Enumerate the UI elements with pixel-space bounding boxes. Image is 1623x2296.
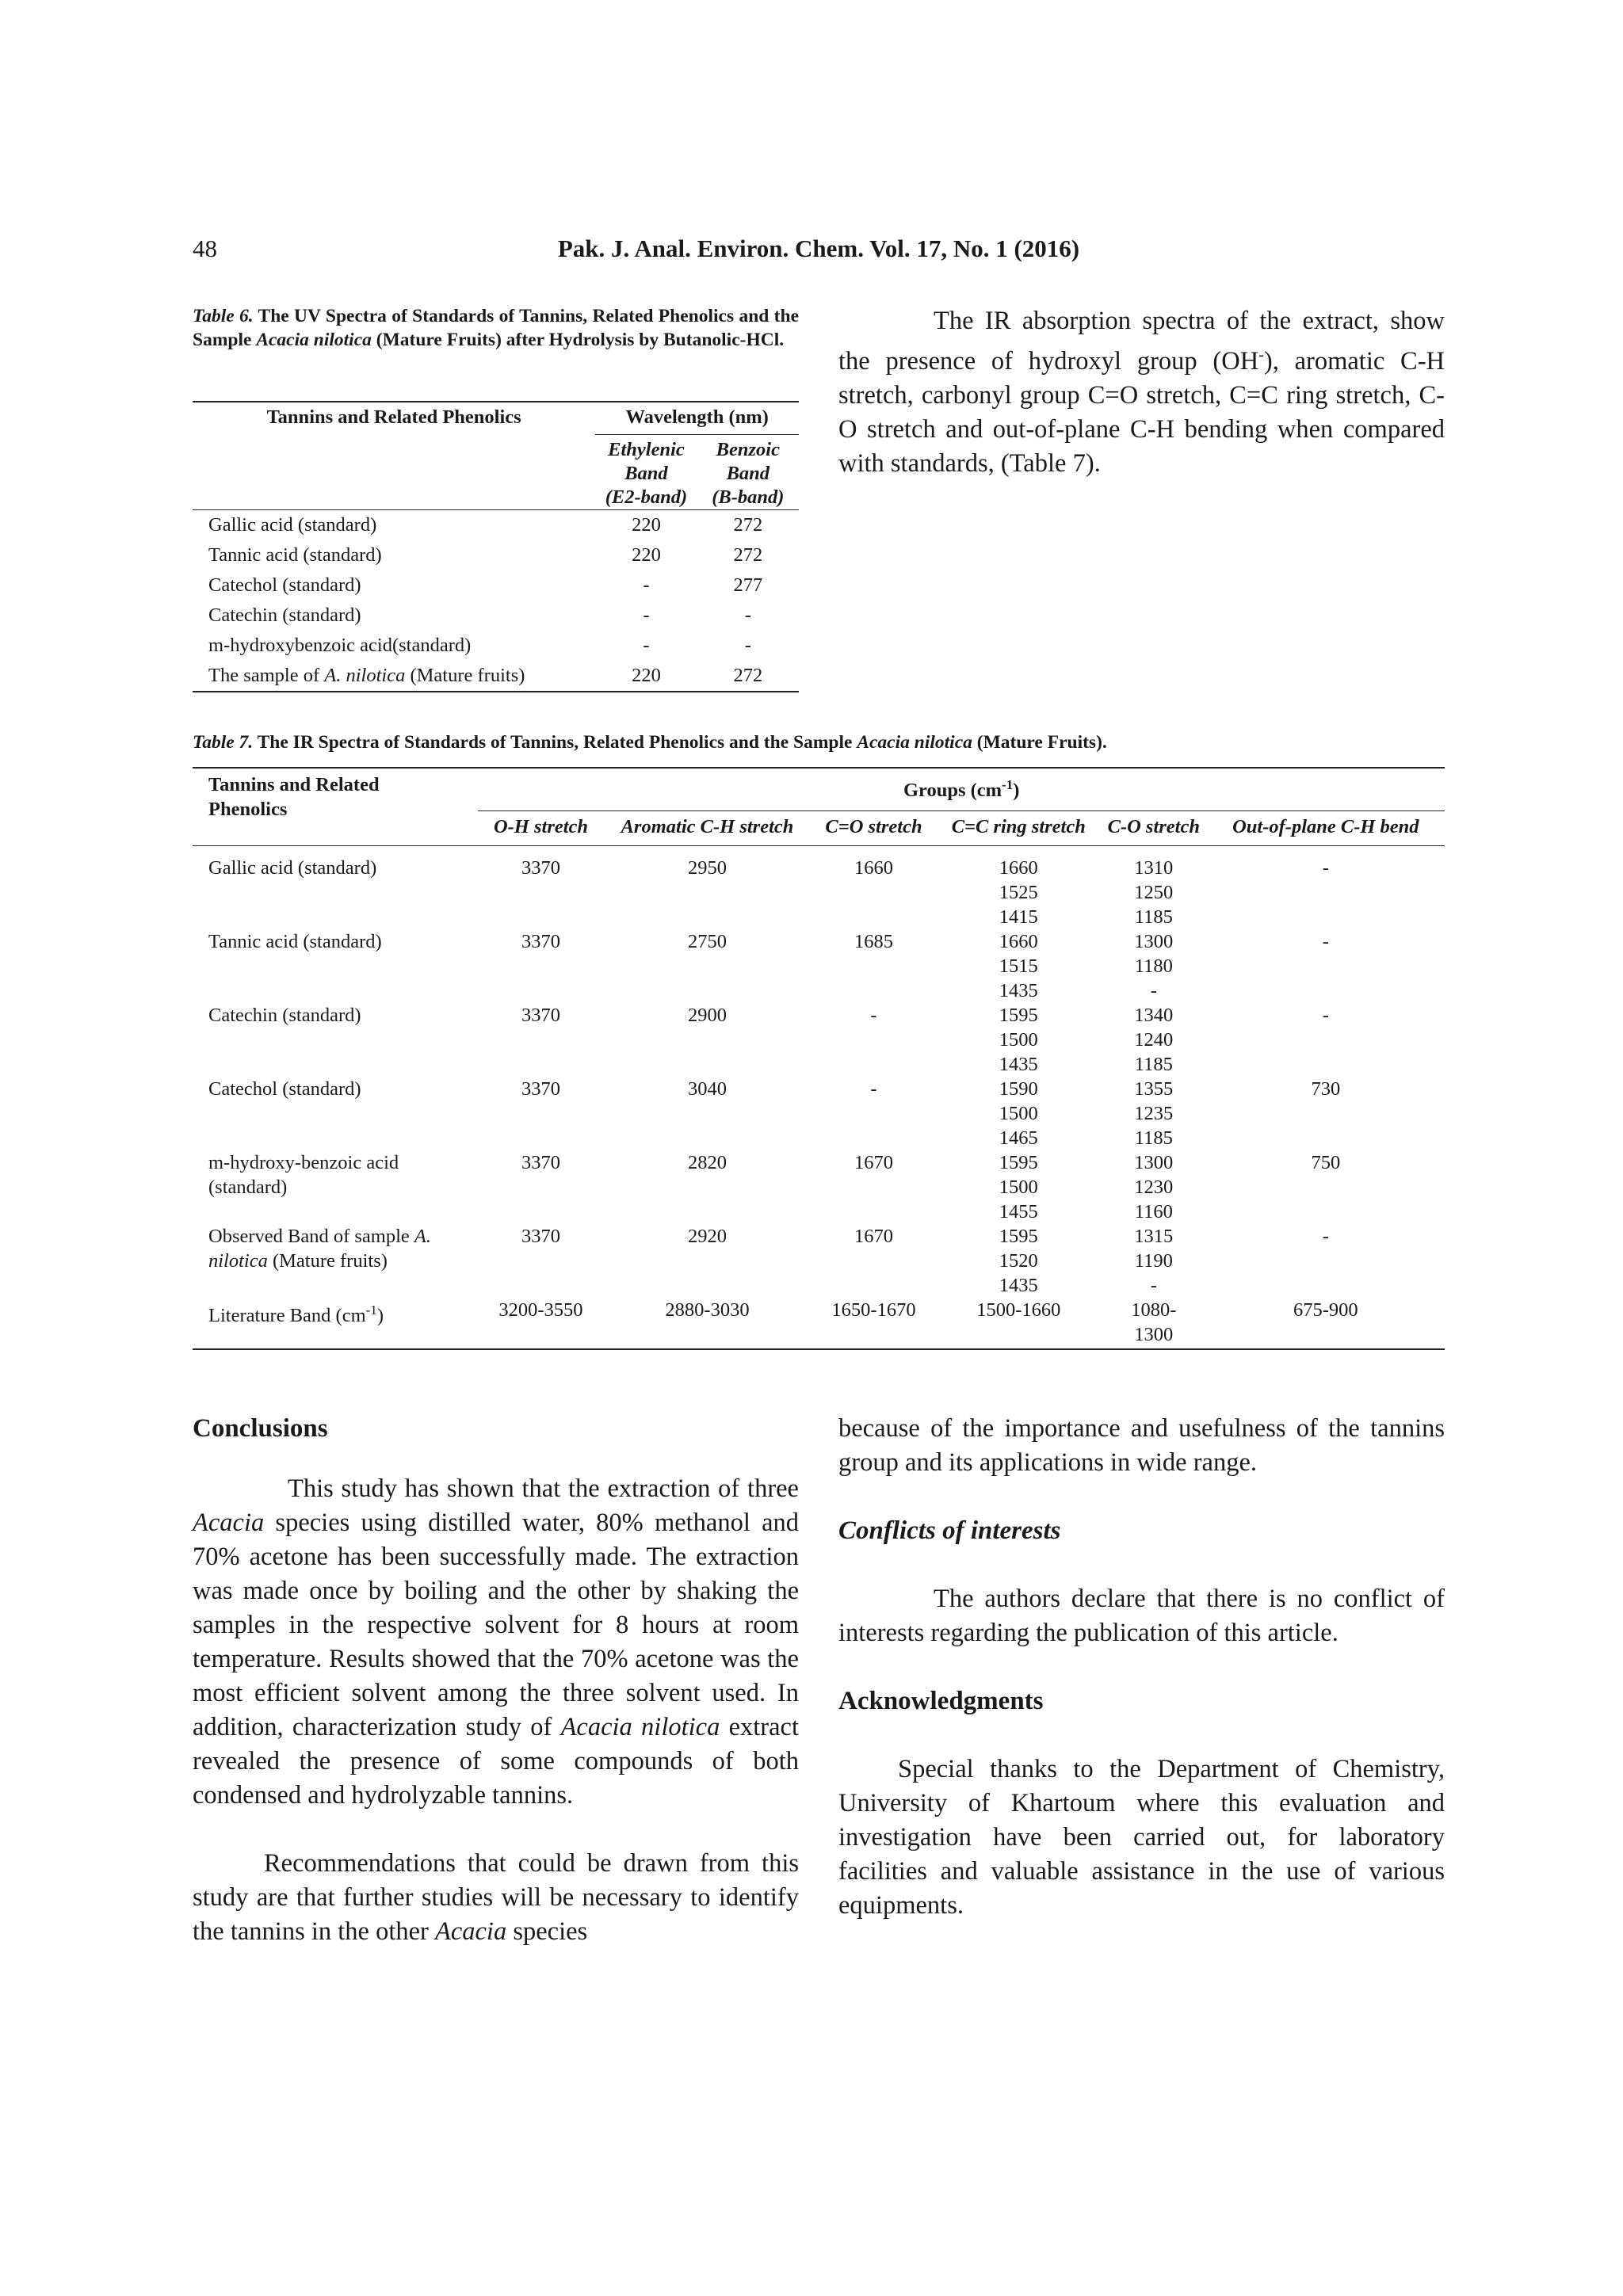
table7-caption-label: Table 7.	[193, 732, 254, 753]
table6-row-b: 272	[733, 665, 763, 686]
table7-row-name-line1: Catechol (standard)	[208, 1078, 361, 1100]
table6-row-b: 272	[733, 544, 763, 566]
table-row	[193, 929, 1445, 1003]
table6-caption-label: Table 6.	[193, 306, 254, 326]
table7-subheader-aromatic-ch: Aromatic C-H stretch	[604, 811, 812, 846]
table7-cell-value: 1315	[1134, 1226, 1174, 1248]
table6-row-b: -	[744, 605, 751, 626]
table7-cell-value: 1300	[1134, 1324, 1174, 1346]
table-row	[193, 540, 799, 570]
table7-row-name-line2: (standard)	[208, 1177, 288, 1199]
table7-cell-value: -	[1150, 1275, 1157, 1297]
table7-row-name	[193, 1298, 478, 1349]
table7-cell-value: 1500	[999, 1177, 1038, 1199]
table7-cell-co: -	[870, 1078, 877, 1100]
table7-row-name-line1: Catechin (standard)	[208, 1005, 361, 1027]
table7-observed-name-pre: Observed Band of sample	[208, 1226, 414, 1248]
table7-cell-cc	[937, 929, 1101, 1003]
table7-row-name	[193, 856, 478, 929]
table-row	[193, 1150, 1445, 1224]
right-column	[838, 1412, 1445, 1923]
table6-row-b: 272	[733, 514, 763, 536]
table7-cell-value: 1465	[999, 1127, 1038, 1150]
table6-subheader-e2	[595, 435, 697, 510]
table6-sub1-line1: Ethylenic	[608, 439, 685, 460]
table7-cell-value: 1310	[1134, 857, 1174, 879]
conclusions-p1-c: extract revealed the presence of some compounds of both condensed and hydrolyzable tannins.	[193, 1713, 799, 1810]
table6-sub1-line3: (E2-band)	[605, 486, 688, 508]
conclusions-p2-b: species	[506, 1917, 588, 1946]
table7-caption-text-1: The IR Spectra of Standards of Tannins, Related Phenolics and the Sample	[253, 732, 857, 753]
table7-cell-oop: 675-900	[1207, 1298, 1445, 1349]
table7-cell-oh: 3200-3550	[478, 1298, 603, 1349]
table7-group-header	[478, 768, 1445, 811]
table7-cell-value: 1185	[1134, 906, 1173, 929]
ir-paragraph-sup: -	[1258, 346, 1264, 364]
table7-cell-oop: -	[1322, 857, 1329, 879]
table6-row-name: Gallic acid (standard)	[208, 514, 377, 536]
table7-cell-c-o	[1101, 1298, 1207, 1349]
table7-cell-oh: 3370	[521, 857, 560, 879]
table7-row-name	[193, 1077, 478, 1150]
table6-row-e2: 220	[632, 665, 661, 686]
table6-last-name-pre: The sample of	[208, 665, 325, 686]
table6-caption	[193, 304, 799, 352]
table7-cell-value: 1180	[1134, 955, 1173, 978]
conflicts-paragraph: The authors declare that there is no conflict of interests regarding the publication of this article.	[838, 1585, 1445, 1647]
table6-sub2-line3: (B-band)	[712, 486, 785, 508]
table7-cell-value: 1660	[999, 857, 1038, 879]
table-row	[193, 1224, 1445, 1298]
table6-caption-italic: Acacia nilotica	[256, 330, 372, 350]
ir-paragraph-text-1: The IR absorption spectra of the extract, show the presence of hydroxyl group (OH	[838, 307, 1445, 376]
table7-group-header-sup: -1	[1002, 777, 1014, 792]
table6-row-name: m-hydroxybenzoic acid(standard)	[208, 635, 472, 656]
table7-cell-value: 1415	[999, 906, 1038, 929]
table7-cell-c-o	[1101, 1077, 1207, 1150]
table-row	[193, 570, 799, 601]
table7-cell-value: 1595	[999, 1226, 1038, 1248]
ir-paragraph	[838, 304, 1445, 481]
table7-cell-ch: 2880-3030	[604, 1298, 812, 1349]
table6-row-e2: 220	[632, 544, 661, 566]
table7-cell-value: 1240	[1134, 1029, 1174, 1051]
table7-cell-ch: 2750	[687, 931, 727, 953]
table7-row-name-line1: Tannic acid (standard)	[208, 931, 382, 953]
table7-caption-italic: Acacia nilotica	[857, 732, 972, 753]
table7-row-name	[193, 1224, 478, 1298]
table7-cell-c-o	[1101, 856, 1207, 929]
running-head: Pak. J. Anal. Environ. Chem. Vol. 17, No. 1 (2016)	[557, 235, 1080, 262]
table7-cell-value: 1160	[1134, 1201, 1173, 1223]
table6-row-name: Catechin (standard)	[208, 605, 361, 626]
table7-cell-cc	[937, 1150, 1101, 1224]
table7-subheader-oop: Out-of-plane C-H bend	[1207, 811, 1445, 846]
table7-cell-c-o	[1101, 929, 1207, 1003]
table7-cell-oh: 3370	[521, 1152, 560, 1174]
table7-cell-value: 1080-	[1131, 1299, 1177, 1322]
table7-cell-cc	[937, 1077, 1101, 1150]
acknowledgments-paragraph: Special thanks to the Department of Chemistry, University of Khartoum where this evaluation and investigation have been carried out, for laboratory facilities and valuable assistance in the use of various equipments.	[838, 1755, 1445, 1920]
table7-caption	[193, 732, 1445, 753]
table7-cell-value: -	[1150, 980, 1157, 1002]
table7-cell-co: 1685	[854, 931, 893, 953]
table7-literature-name-close: )	[376, 1305, 384, 1327]
table-row	[193, 856, 1445, 929]
table7-cell-value: 1455	[999, 1201, 1038, 1223]
table6-row-e2: -	[643, 635, 650, 656]
table7-cell-value: 1500	[999, 1029, 1038, 1051]
table7-cell-value: 1185	[1134, 1054, 1173, 1076]
table7-cell-ch: 2820	[687, 1152, 727, 1174]
conclusions-p2-a: Recommendations that could be drawn from this study are that further studies will be necessary to identify the tannins in the other	[193, 1849, 799, 1946]
table7-cell-ch: 2950	[687, 857, 727, 879]
conclusions-paragraph-2	[193, 1847, 799, 1949]
table7-cell-oh: 3370	[521, 1005, 560, 1027]
table6-col-header: Tannins and Related Phenolics	[266, 406, 521, 428]
table6-subheader-b	[697, 435, 799, 510]
table6-last-name-post: (Mature fruits)	[405, 665, 525, 686]
table7-cell-c-o	[1101, 1224, 1207, 1298]
table7-cell-co: 1670	[854, 1226, 893, 1248]
page-number: 48	[193, 235, 217, 262]
table7-cell-oh: 3370	[521, 1078, 560, 1100]
table7-subheader-cc-ring: C=C ring stretch	[937, 811, 1101, 846]
table6-sub2-line1: Benzoic	[716, 439, 780, 460]
table7-cell-cc	[937, 1003, 1101, 1077]
table6-last-name-italic: A. nilotica	[324, 665, 406, 686]
table7-cell-value: 1515	[999, 955, 1038, 978]
table7-cell-cc: 1500-1660	[937, 1298, 1101, 1349]
table7-cell-ch: 2900	[687, 1005, 727, 1027]
table7-cell-oop: 750	[1311, 1152, 1341, 1174]
table6	[193, 401, 799, 692]
table7-literature-name: Literature Band (cm	[208, 1305, 366, 1327]
table7-row-name	[193, 1003, 478, 1077]
table7-cell-co: 1670	[854, 1152, 893, 1174]
table7-cell-value: 1500	[999, 1103, 1038, 1125]
table7-cell-co: 1650-1670	[811, 1298, 936, 1349]
table7-cell-co: -	[870, 1005, 877, 1027]
table-row	[193, 1003, 1445, 1077]
table7-cell-value: 1230	[1134, 1177, 1174, 1199]
table7-row-name	[193, 1150, 478, 1224]
table7-cell-value: 1235	[1134, 1103, 1174, 1125]
table7-col-header	[193, 768, 478, 846]
conclusions-heading: Conclusions	[193, 1414, 328, 1443]
table6-row-name: Catechol (standard)	[208, 574, 361, 596]
table7-cell-value: 1435	[999, 1054, 1038, 1076]
table7-cell-oh: 3370	[521, 1226, 560, 1248]
table7-cell-oop: -	[1322, 1005, 1329, 1027]
table6-row-e2: -	[643, 605, 650, 626]
table7-observed-name-post: (Mature fruits)	[267, 1250, 388, 1272]
conclusions-p1-italic-2: Acacia nilotica	[560, 1713, 720, 1741]
table7-row-name-line1: m-hydroxy-benzoic acid	[208, 1152, 399, 1174]
table7-cell-value: 1250	[1134, 882, 1174, 904]
conclusions-p1-italic-1: Acacia	[193, 1508, 265, 1537]
table7	[193, 767, 1445, 1350]
table7-cell-oh: 3370	[521, 931, 560, 953]
table7-group-header-text: Groups (cm	[903, 780, 1002, 802]
table7-col-header-line2: Phenolics	[208, 799, 288, 820]
table7-row-name	[193, 929, 478, 1003]
table6-caption-text-1: The UV Spectra of Standards of Tannins, Related Phenolics and the Sample	[193, 306, 799, 350]
table7-cell-cc	[937, 1224, 1101, 1298]
conclusions-paragraph-1	[193, 1472, 799, 1813]
table7-cell-ch: 2920	[687, 1226, 727, 1248]
table7-cell-value: 1355	[1134, 1078, 1174, 1100]
conclusions-p1-b: species using distilled water, 80% methanol and 70% acetone has been successfully made. The extraction was made once by boiling and the other by shaking the samples in the respective solvent for 8 hours at room temperature. Results showed that the 70% acetone was the most efficient solvent among the three solvent used. In addition, characterization study of	[193, 1508, 799, 1741]
table7-subheader-c-o: C-O stretch	[1101, 811, 1207, 846]
table7-cell-value: 1435	[999, 1275, 1038, 1297]
table7-cell-c-o	[1101, 1003, 1207, 1077]
table7-cell-value: 1435	[999, 980, 1038, 1002]
table7-cell-ch: 3040	[687, 1078, 727, 1100]
left-column	[193, 1412, 799, 1949]
table7-cell-value: 1300	[1134, 931, 1174, 953]
conclusions-paragraph-2-continued: because of the importance and usefulness of the tannins group and its applications in wide range.	[838, 1414, 1445, 1477]
table-row	[193, 631, 799, 661]
table7-cell-value: 1595	[999, 1152, 1038, 1174]
acknowledgments-heading: Acknowledgments	[838, 1687, 1044, 1715]
table7-cell-value: 1190	[1134, 1250, 1173, 1272]
table7-cell-oop: -	[1322, 931, 1329, 953]
table6-row-b: -	[744, 635, 751, 656]
table7-cell-cc	[937, 856, 1101, 929]
table7-row-name-line1: Gallic acid (standard)	[208, 857, 377, 879]
table6-group-header: Wavelength (nm)	[595, 402, 799, 435]
table-row	[193, 1298, 1445, 1349]
table7-cell-value: 1185	[1134, 1127, 1173, 1150]
table7-cell-value: 1525	[999, 882, 1038, 904]
table6-row-name: Tannic acid (standard)	[208, 544, 382, 566]
table6-row-e2: 220	[632, 514, 661, 536]
table-row	[193, 601, 799, 631]
table6-row-b: 277	[733, 574, 763, 596]
table6-sub1-line2: Band	[624, 463, 668, 484]
table7-cell-co: 1660	[854, 857, 893, 879]
table7-subheader-oh: O-H stretch	[478, 811, 603, 846]
conclusions-p1-a: This study has shown that the extraction of three	[288, 1474, 799, 1503]
table7-cell-value: 1340	[1134, 1005, 1174, 1027]
table7-cell-oop: -	[1322, 1226, 1329, 1248]
table7-subheader-co: C=O stretch	[811, 811, 936, 846]
table7-caption-text-2: (Mature Fruits).	[972, 732, 1107, 753]
table7-observed-name-italic-1: A.	[414, 1226, 431, 1248]
table7-literature-name-sup: -1	[365, 1302, 377, 1318]
table-row	[193, 661, 799, 692]
table-row	[193, 1077, 1445, 1150]
table7-group-header-close: )	[1013, 780, 1020, 802]
table7-cell-oop: 730	[1311, 1078, 1341, 1100]
conclusions-p2-italic: Acacia	[434, 1917, 507, 1946]
table6-row-name	[193, 661, 595, 692]
table6-row-e2: -	[643, 574, 650, 596]
table7-cell-value: 1595	[999, 1005, 1038, 1027]
table6-caption-text-2: (Mature Fruits) after Hydrolysis by Butanolic-HCl.	[371, 330, 785, 350]
conflicts-heading: Conflicts of interests	[838, 1516, 1061, 1545]
table7-cell-value: 1520	[999, 1250, 1038, 1272]
table7-cell-value: 1590	[999, 1078, 1038, 1100]
table7-cell-value: 1300	[1134, 1152, 1174, 1174]
table7-cell-value: 1660	[999, 931, 1038, 953]
table6-sub2-line2: Band	[726, 463, 770, 484]
table7-cell-c-o	[1101, 1150, 1207, 1224]
table-row	[193, 510, 799, 541]
table7-observed-name-italic-2: nilotica	[208, 1250, 268, 1272]
ir-paragraph-text-2: ), aromatic C-H stretch, carbonyl group C=O stretch, C=C ring stretch, C-O stretch and out-of-plane C-H bending when compared with standards, (Table 7).	[838, 346, 1445, 478]
table7-col-header-line1: Tannins and Related	[208, 774, 380, 795]
